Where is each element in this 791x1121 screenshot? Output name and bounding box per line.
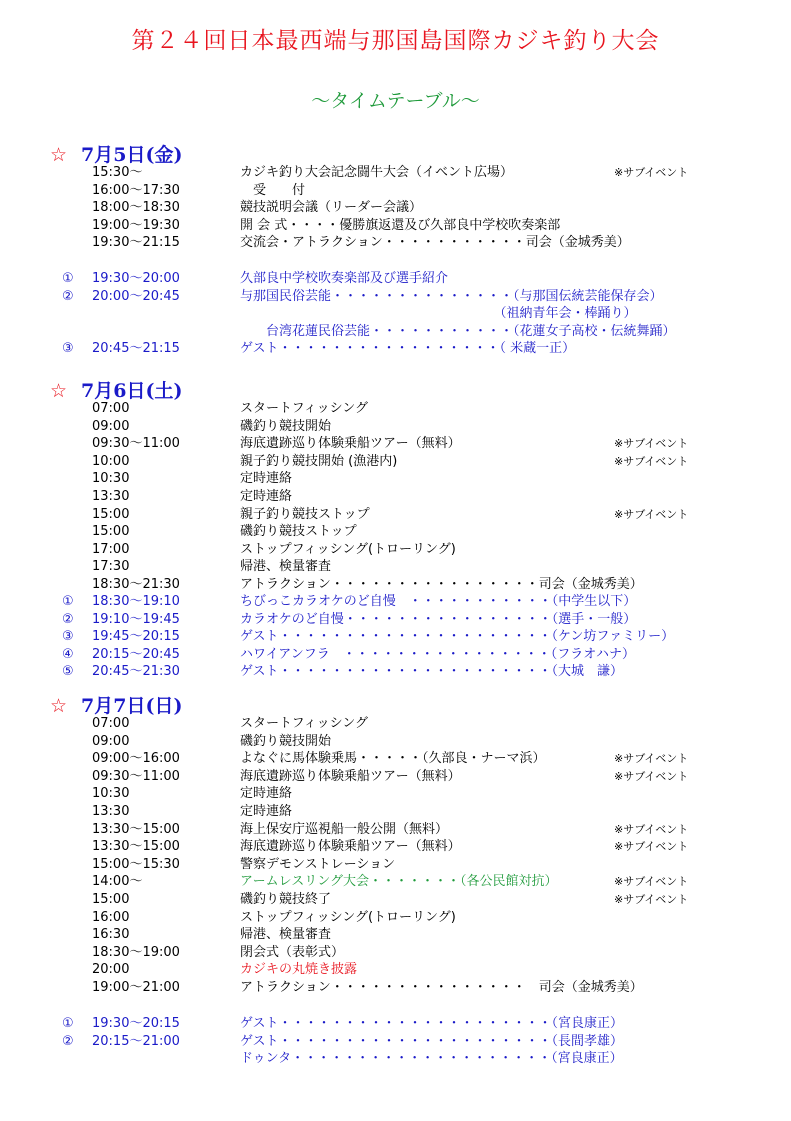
sub-event-note: ※サブイベント xyxy=(614,875,689,889)
program-row xyxy=(0,1050,791,1068)
schedule-row xyxy=(0,821,791,839)
schedule-desc: 磯釣り競技開始 xyxy=(240,418,332,434)
program-time: 19:30〜20:00 xyxy=(92,271,180,286)
program-row xyxy=(0,305,791,323)
schedule-desc: 閉会式（表彰式） xyxy=(240,944,345,960)
schedule-row xyxy=(0,400,791,418)
schedule-row xyxy=(0,199,791,217)
sub-event-note: ※サブイベント xyxy=(614,437,689,451)
star-icon: ☆ xyxy=(50,695,68,717)
schedule-row xyxy=(0,435,791,453)
schedule-row xyxy=(0,944,791,962)
program-number: ① xyxy=(62,271,74,286)
sub-event-note: ※サブイベント xyxy=(614,840,689,854)
schedule-row xyxy=(0,234,791,252)
day-label: 7月5日(金) xyxy=(81,144,183,166)
schedule-desc: 交流会・アトラクション・・・・・・・・・・・司会（金城秀美） xyxy=(240,235,630,251)
program-number: ② xyxy=(62,611,74,627)
day-heading xyxy=(50,376,182,403)
schedule-desc: スタートフィッシング xyxy=(240,401,368,416)
schedule-row xyxy=(0,576,791,594)
schedule-row xyxy=(0,891,791,909)
schedule-row xyxy=(0,750,791,768)
schedule-row xyxy=(0,838,791,856)
schedule-desc: アームレスリング大会・・・・・・・（各公民館対抗） xyxy=(240,874,558,890)
schedule-time: 07:00 xyxy=(92,716,130,731)
program-time: 19:45〜20:15 xyxy=(92,629,180,645)
schedule-time: 13:30 xyxy=(92,803,130,819)
program-desc: ゲスト・・・・・・・・・・・・・・・・・（ 米蔵一正） xyxy=(240,341,576,357)
schedule-time: 19:00〜19:30 xyxy=(92,217,180,233)
schedule-desc: アトラクション・・・・・・・・・・・・・・・ 司会（金城秀美） xyxy=(240,979,643,995)
schedule-time: 18:30〜21:30 xyxy=(92,576,180,592)
schedule-row xyxy=(0,506,791,524)
schedule-row xyxy=(0,961,791,979)
schedule-desc: 海上保安庁巡視船一般公開（無料） xyxy=(240,821,449,837)
schedule-time: 09:00 xyxy=(92,733,130,749)
program-number: ① xyxy=(62,1016,74,1031)
schedule-time: 17:30 xyxy=(92,559,130,575)
program-row xyxy=(0,663,791,681)
sub-event-note: ※サブイベント xyxy=(614,769,689,783)
schedule-row xyxy=(0,733,791,751)
schedule-desc: ストップフィッシング(トローリング) xyxy=(240,541,456,557)
schedule-desc: 磯釣り競技終了 xyxy=(240,891,332,907)
program-row xyxy=(0,1015,791,1033)
schedule-desc: 海底遺跡巡り体験乗船ツアー（無料） xyxy=(240,768,461,784)
schedule-time: 15:00 xyxy=(92,891,130,907)
program-time: 20:15〜20:45 xyxy=(92,646,180,662)
page-title: 第２４回日本最西端与那国島国際カジキ釣り大会 xyxy=(131,28,660,54)
program-desc: ゲスト・・・・・・・・・・・・・・・・・・・・・（ケン坊ファミリー） xyxy=(240,629,675,645)
schedule-time: 16:30 xyxy=(92,927,130,943)
schedule-time: 15:00〜15:30 xyxy=(92,856,180,872)
schedule-desc: 開 会 式・・・・優勝旗返還及び久部良中学校吹奏楽部 xyxy=(240,217,561,233)
schedule-desc: ストップフィッシング(トローリング) xyxy=(240,909,456,925)
schedule-desc: カジキ釣り大会記念闘牛大会（イベント広場） xyxy=(240,165,514,180)
program-number: ② xyxy=(62,288,74,304)
schedule-list xyxy=(0,715,791,997)
schedule-time: 15:00 xyxy=(92,524,130,540)
program-row xyxy=(0,270,791,288)
schedule-row xyxy=(0,856,791,874)
program-number: ② xyxy=(62,1033,74,1049)
program-time: 20:15〜21:00 xyxy=(92,1033,180,1049)
day-heading xyxy=(50,691,182,718)
schedule-row xyxy=(0,418,791,436)
schedule-desc: 帰港、検量審査 xyxy=(240,559,332,575)
sub-event-note: ※サブイベント xyxy=(614,454,689,468)
program-desc: 台湾花蓮民俗芸能・・・・・・・・・・・（花蓮女子高校・伝統舞踊） xyxy=(240,323,676,339)
sub-event-note: ※サブイベント xyxy=(614,822,689,836)
schedule-desc: 親子釣り競技開始 (漁港内) xyxy=(240,453,398,469)
sub-event-note: ※サブイベント xyxy=(614,752,689,766)
sub-event-note: ※サブイベント xyxy=(614,166,689,179)
program-list xyxy=(0,1015,791,1068)
schedule-time: 15:00 xyxy=(92,506,130,522)
schedule-time: 13:30〜15:00 xyxy=(92,821,180,837)
schedule-row xyxy=(0,768,791,786)
program-time: 20:45〜21:30 xyxy=(92,664,180,680)
day-label: 7月6日(土) xyxy=(81,380,183,402)
program-number: ③ xyxy=(62,629,74,645)
program-row xyxy=(0,323,791,341)
schedule-desc: 帰港、検量審査 xyxy=(240,927,332,943)
program-time: 19:10〜19:45 xyxy=(92,611,180,627)
program-desc: ちびっこカラオケのど自慢 ・・・・・・・・・・・（中学生以下） xyxy=(240,594,637,609)
schedule-desc: 定時連絡 xyxy=(240,786,293,802)
program-desc: ドゥンタ・・・・・・・・・・・・・・・・・・・・（宮良康正） xyxy=(240,1051,623,1067)
program-list xyxy=(0,270,791,358)
schedule-row xyxy=(0,488,791,506)
schedule-desc: 受 付 xyxy=(240,182,306,198)
sub-event-note: ※サブイベント xyxy=(614,892,689,906)
program-list xyxy=(0,593,791,681)
schedule-row xyxy=(0,217,791,235)
schedule-time: 19:30〜21:15 xyxy=(92,235,180,251)
schedule-time: 13:30 xyxy=(92,488,130,504)
schedule-desc: 定時連絡 xyxy=(240,471,293,487)
day-heading xyxy=(50,140,182,167)
page-subtitle: 〜タイムテーブル〜 xyxy=(311,90,480,112)
schedule-desc: 磯釣り競技ストップ xyxy=(240,524,357,540)
program-desc: ハワイアンフラ ・・・・・・・・・・・・・・・・（フラオハナ） xyxy=(240,646,635,662)
program-desc: 与那国民俗芸能・・・・・・・・・・・・・・（与那国伝統芸能保存会） xyxy=(240,288,663,304)
program-number: ⑤ xyxy=(62,664,74,680)
program-desc: ゲスト・・・・・・・・・・・・・・・・・・・・・（大城 謙） xyxy=(240,664,623,680)
schedule-time: 07:00 xyxy=(92,401,130,416)
schedule-time: 09:00 xyxy=(92,418,130,434)
schedule-row xyxy=(0,785,791,803)
schedule-time: 18:30〜19:00 xyxy=(92,944,180,960)
schedule-time: 10:30 xyxy=(92,471,130,487)
day-label: 7月7日(日) xyxy=(81,695,183,717)
schedule-row xyxy=(0,873,791,891)
schedule-list xyxy=(0,400,791,594)
schedule-time: 10:30 xyxy=(92,786,130,802)
schedule-list xyxy=(0,164,791,252)
schedule-time: 15:30〜 xyxy=(92,165,143,180)
schedule-time: 09:30〜11:00 xyxy=(92,436,180,452)
schedule-row xyxy=(0,558,791,576)
schedule-time: 09:00〜16:00 xyxy=(92,751,180,767)
program-desc: ゲスト・・・・・・・・・・・・・・・・・・・・・（長間孝雄） xyxy=(240,1033,623,1049)
schedule-row xyxy=(0,979,791,997)
schedule-time: 20:00 xyxy=(92,962,130,978)
schedule-desc: 競技説明会議（リーダー会議） xyxy=(240,200,423,216)
program-desc: （祖納青年会・棒踊り） xyxy=(240,306,637,322)
schedule-desc: 磯釣り競技開始 xyxy=(240,733,332,749)
program-row xyxy=(0,288,791,306)
schedule-desc: よなぐに馬体験乗馬・・・・・（久部良・ナーマ浜） xyxy=(240,751,546,767)
program-time: 20:00〜20:45 xyxy=(92,288,180,304)
program-row xyxy=(0,1033,791,1051)
program-number: ① xyxy=(62,594,74,609)
program-number: ④ xyxy=(62,646,74,662)
program-desc: ゲスト・・・・・・・・・・・・・・・・・・・・・（宮良康正） xyxy=(240,1016,623,1031)
schedule-row xyxy=(0,523,791,541)
schedule-row xyxy=(0,909,791,927)
schedule-time: 09:30〜11:00 xyxy=(92,768,180,784)
schedule-row xyxy=(0,926,791,944)
program-time: 20:45〜21:15 xyxy=(92,341,180,357)
program-row xyxy=(0,611,791,629)
schedule-desc: 親子釣り競技ストップ xyxy=(240,506,370,522)
star-icon: ☆ xyxy=(50,380,68,402)
schedule-desc: スタートフィッシング xyxy=(240,716,368,731)
program-time: 19:30〜20:15 xyxy=(92,1016,180,1031)
schedule-desc: 定時連絡 xyxy=(240,803,293,819)
schedule-desc: 海底遺跡巡り体験乗船ツアー（無料） xyxy=(240,839,461,855)
program-desc: 久部良中学校吹奏楽部及び選手紹介 xyxy=(240,271,449,286)
star-icon: ☆ xyxy=(50,144,68,166)
schedule-time: 17:00 xyxy=(92,541,130,557)
schedule-row xyxy=(0,164,791,182)
schedule-row xyxy=(0,803,791,821)
schedule-row xyxy=(0,470,791,488)
schedule-time: 13:30〜15:00 xyxy=(92,839,180,855)
schedule-desc: 定時連絡 xyxy=(240,488,293,504)
schedule-row xyxy=(0,541,791,559)
program-number: ③ xyxy=(62,341,74,357)
program-row xyxy=(0,593,791,611)
schedule-row xyxy=(0,182,791,200)
schedule-desc: カジキの丸焼き披露 xyxy=(240,962,358,978)
schedule-row xyxy=(0,715,791,733)
schedule-time: 18:00〜18:30 xyxy=(92,200,180,216)
schedule-row xyxy=(0,453,791,471)
schedule-time: 10:00 xyxy=(92,453,130,469)
program-desc: カラオケのど自慢・・・・・・・・・・・・・・・・（選手・一般） xyxy=(240,611,637,627)
program-row xyxy=(0,628,791,646)
sub-event-note: ※サブイベント xyxy=(614,507,689,521)
schedule-desc: 海底遺跡巡り体験乗船ツアー（無料） xyxy=(240,436,461,452)
program-row xyxy=(0,340,791,358)
program-time: 18:30〜19:10 xyxy=(92,594,180,609)
schedule-desc: アトラクション・・・・・・・・・・・・・・・・司会（金城秀美） xyxy=(240,576,643,592)
schedule-time: 19:00〜21:00 xyxy=(92,979,180,995)
program-row xyxy=(0,646,791,664)
schedule-time: 16:00〜17:30 xyxy=(92,182,180,198)
schedule-desc: 警察デモンストレーション xyxy=(240,856,396,872)
schedule-time: 14:00〜 xyxy=(92,874,143,890)
schedule-time: 16:00 xyxy=(92,909,130,925)
